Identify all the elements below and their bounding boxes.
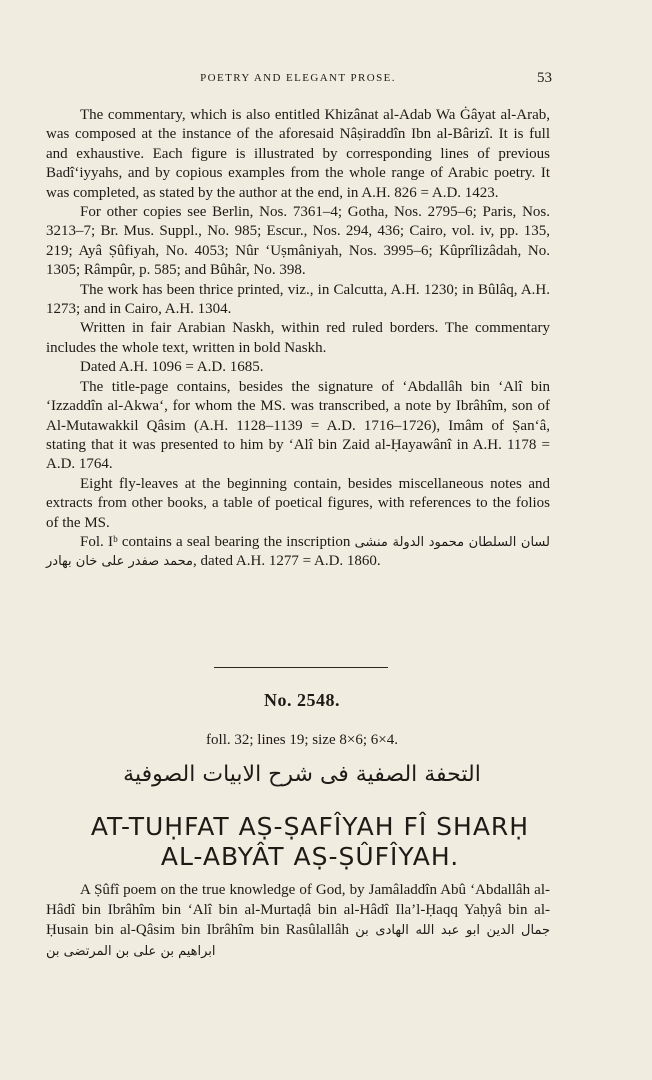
running-head: POETRY AND ELEGANT PROSE. <box>200 72 396 84</box>
paragraph-printed: The work has been thrice printed, viz., in Calcutta, A.H. 1230; in Bûlâq, A.H. 1273; and in Cairo, A.H. 1304. <box>46 281 550 318</box>
paragraph-commentary: The commentary, which is also entitled Khizânat al-Adab Wa Ġâyat al-Arab, was composed at the instance of the aforesaid Nâṣiraddîn Ibn al-Bârizî. It is full and exhaustive. Each figure is illustrated by corresponding lines of previous Badî‘iyyahs, and by copious examples from the whole range of Arabic poetry. It was completed, as stated by the author at the end, in A.H. 826 = A.D. 1423. <box>46 107 550 201</box>
arabic-title: التحفة الصفية فى شرح الابيات الصوفية <box>123 762 481 787</box>
description-paragraph <box>46 880 550 962</box>
paragraph-fly-leaves: Eight fly-leaves at the beginning contain, besides miscellaneous notes and extracts from other books, a table of poetical figures, with references to the folios of the MS. <box>46 475 550 531</box>
seal-arabic-inscription: لسان السلطان محمود الدولة منشى محمد صفدر على خان بهادر <box>46 534 550 570</box>
section-divider <box>214 667 388 668</box>
description-text: A Ṣûfî poem on the true knowledge of God, by Jamâladdîn Abû ‘Abdallâh al-Hâdî bin Ibrâhîm bin ‘Alî bin al-Murtaḍâ bin al-Hâdî Ila’l-Ḥaqq Yaḥyâ bin al-Ḥusain bin al-Qâsim bin Ibrâhîm bin Rasûlallâh <box>46 882 550 938</box>
page-number: 53 <box>537 70 552 86</box>
paragraph-dated: Dated A.H. 1096 = A.D. 1685. <box>80 359 264 376</box>
entry-description <box>46 880 550 962</box>
entry-title <box>30 812 590 872</box>
entry-title-line-2: AL-ABYÂT AṢ-ṢÛFÎYAH. <box>160 842 460 871</box>
entry-title-line-1: AT-TUḤFAT AṢ-ṢAFÎYAH FÎ SHARḤ <box>90 812 530 841</box>
paragraph-script: Written in fair Arabian Naskh, within red ruled borders. The commentary includes the whole text, written in bold Naskh. <box>46 320 550 356</box>
paragraph-title-page: The title-page contains, besides the signature of ‘Abdallâh bin ‘Alî bin ‘Izzaddîn al-Akwa‘, for whom the MS. was transcribed, a note by Ibrâhîm, son of Al-Mutawakkil Qâsim (A.H. 1128–1139 = A.D. 1716–1726), Imâm of Ṣan‘â, stating that it was presented to him by ‘Alî bin Zaid al-Ḥayawânî in A.H. 1178 = A.D. 1764. <box>46 378 550 473</box>
paragraph-other-copies: For other copies see Berlin, Nos. 7361–4; Gotha, Nos. 2795–6; Paris, Nos. 3213–7; Br. Mus. Suppl., No. 985; Escur., Nos. 294, 436; Cairo, vol. iv, pp. 135, 219; Ayâ Ṣûfiyah, No. 4053; Nûr ‘Uṣmâniyah, Nos. 3995–6; Kûprîlizâdah, No. 1305; Râmpûr, p. 585; and Bûhâr, No. 398. <box>46 204 550 279</box>
seal-suffix: , dated A.H. 1277 = A.D. 1860. <box>193 553 381 570</box>
description-arabic: جمال الدين ابو عبد الله الهادى بن ابراهيم بن على بن المرتضى بن <box>46 923 551 959</box>
paragraph-seal <box>46 533 550 572</box>
entry-number: No. 2548. <box>264 690 340 710</box>
seal-prefix: Fol. Iᵇ contains a seal bearing the inscription <box>80 533 351 550</box>
commentary-body <box>46 106 550 572</box>
entry-meta: foll. 32; lines 19; size 8×6; 6×4. <box>206 732 398 748</box>
